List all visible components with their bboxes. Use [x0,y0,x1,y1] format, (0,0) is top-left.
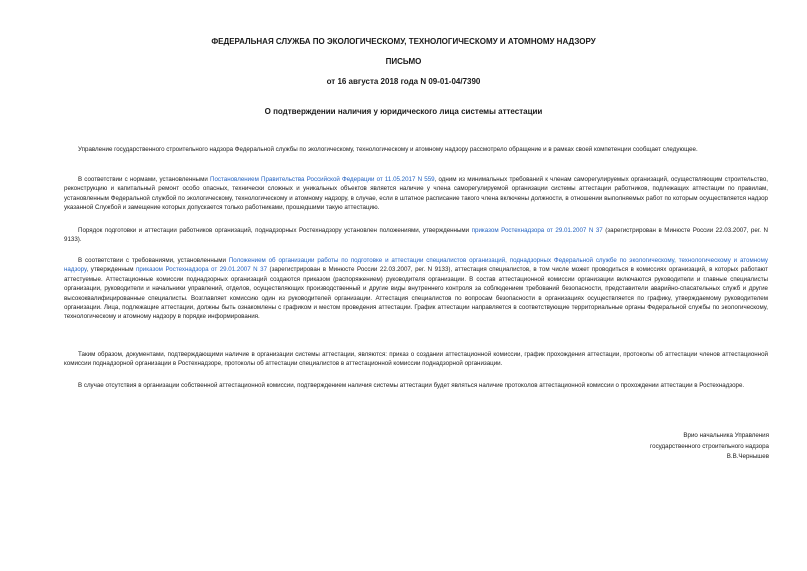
signature-position: Врио начальника Управления [683,432,769,439]
paragraph-2 [64,175,768,213]
paragraph-4-text-before: В соответствии с требованиями, установленными [78,257,229,264]
signature-block [529,431,769,463]
document-date-number: от 16 августа 2018 года N 09-01-04/7390 [326,77,481,86]
paragraph-2-text-after: , одним из минимальных требований к членам саморегулируемых организаций, осуществляющим строительство, реконструкцию и капитальный ремонт особо опасных, технически сложных и уникальных объектов является наличие у члена саморегулируемой организации системы аттестации работников, подлежащих аттестации по правилам, установленным Федеральной службой по экологическому, технологическому и атомному надзору, в случае, если в штатное расписание такого члена включены должности, в отношении выполняемых работ по которым осуществляется надзор указанной Службой и замещение которых допускается только работниками, прошедшими такую аттестацию. [64,176,769,212]
link-rostekhnadzor-order-37[interactable]: приказом Ростехнадзора от 29.01.2007 N 37 [471,227,603,234]
signature-department: государственного строительного надзора [650,442,769,450]
paragraph-1: Управление государственного строительного надзора Федеральной службы по экологическому, технологическому и атомному надзору рассмотрело обращение и в рамках своей компетенции сообщает следующее. [78,146,698,153]
paragraph-3 [64,226,768,245]
paragraph-6: В случае отсутствия в организации собственной аттестационной комиссии, подтверждением наличия системы аттестации будет являться наличие протоколов аттестационной комиссии о прохождении аттестации в Ростехнадзоре. [78,382,745,389]
document-type: ПИСЬМО [385,57,422,66]
paragraph-5: Таким образом, документами, подтверждающими наличие в организации системы аттестации, являются: приказ о создании аттестационной комиссии, график прохождения аттестации, протоколы об аттестации членов аттестационной комиссии поднадзорной организации в Ростехнадзоре, протоколы об аттестации специалистов в аттестационной комиссии поднадзорной организации. [64,351,768,368]
paragraph-2-text-before: В соответствии с нормами, установленными [78,176,211,183]
signature-name: В.В.Чернышев [726,453,769,461]
paragraph-3-text-before: Порядок подготовки и аттестации работников организаций, поднадзорных Ростехнадзору установлен положениями, утвержденными [78,227,472,234]
agency-heading: ФЕДЕРАЛЬНАЯ СЛУЖБА ПО ЭКОЛОГИЧЕСКОМУ, ТЕХНОЛОГИЧЕСКОМУ И АТОМНОМУ НАДЗОРУ [211,37,596,46]
document-subject: О подтверждении наличия у юридического лица системы аттестации [264,107,543,116]
paragraph-4-text-middle: , утвержденным [86,266,137,274]
paragraph-4-text-after: (зарегистрирован в Минюсте России 22.03.2007, рег. N 9133), аттестация специалистов, в том числе может проводиться в комиссиях организаций, в которых работают аттестуемые. Аттестационные комиссии поднадзорных организаций создаются приказом (распоряжением) руководителя организации. В состав аттестационной комиссии организации включаются руководители и главные специалисты организации, руководители и начальники управлений, отделов, осуществляющих производственный и другие виды внутреннего контроля за соблюдением требований безопасности, представители аварийно-спасательных служб и другие высококвалифицированные специалисты. Возглавляет комиссию один из руководителей организации. Аттестация специалистов по вопросам безопасности в организациях осуществляется по графику, утверждаемому руководителем организации. Лица, подлежащие аттестации, должны быть ознакомлены с графиком и местом проведения аттестации. График аттестации направляется в соответствующие территориальные органы Федеральной службы по экологическому, технологическому и атомному надзору в порядке информирования. [64,266,768,321]
paragraph-4 [64,256,768,322]
link-regulation-on-attestation[interactable]: Положением об организации работы по подготовке и аттестации специалистов организаций, поднадзорных Федеральной службе по экологическому, технологическому и атомному надзору [64,257,769,274]
paragraph-3-text-after: (зарегистрирован в Минюсте России 22.03.2007, рег. N 9133). [64,227,768,244]
link-rostekhnadzor-order-37-second[interactable]: приказом Ростехнадзора от 29.01.2007 N 37 [136,266,268,274]
link-government-decree-559[interactable]: Постановлением Правительства Российской Федерации от 11.05.2017 N 559 [210,176,435,183]
